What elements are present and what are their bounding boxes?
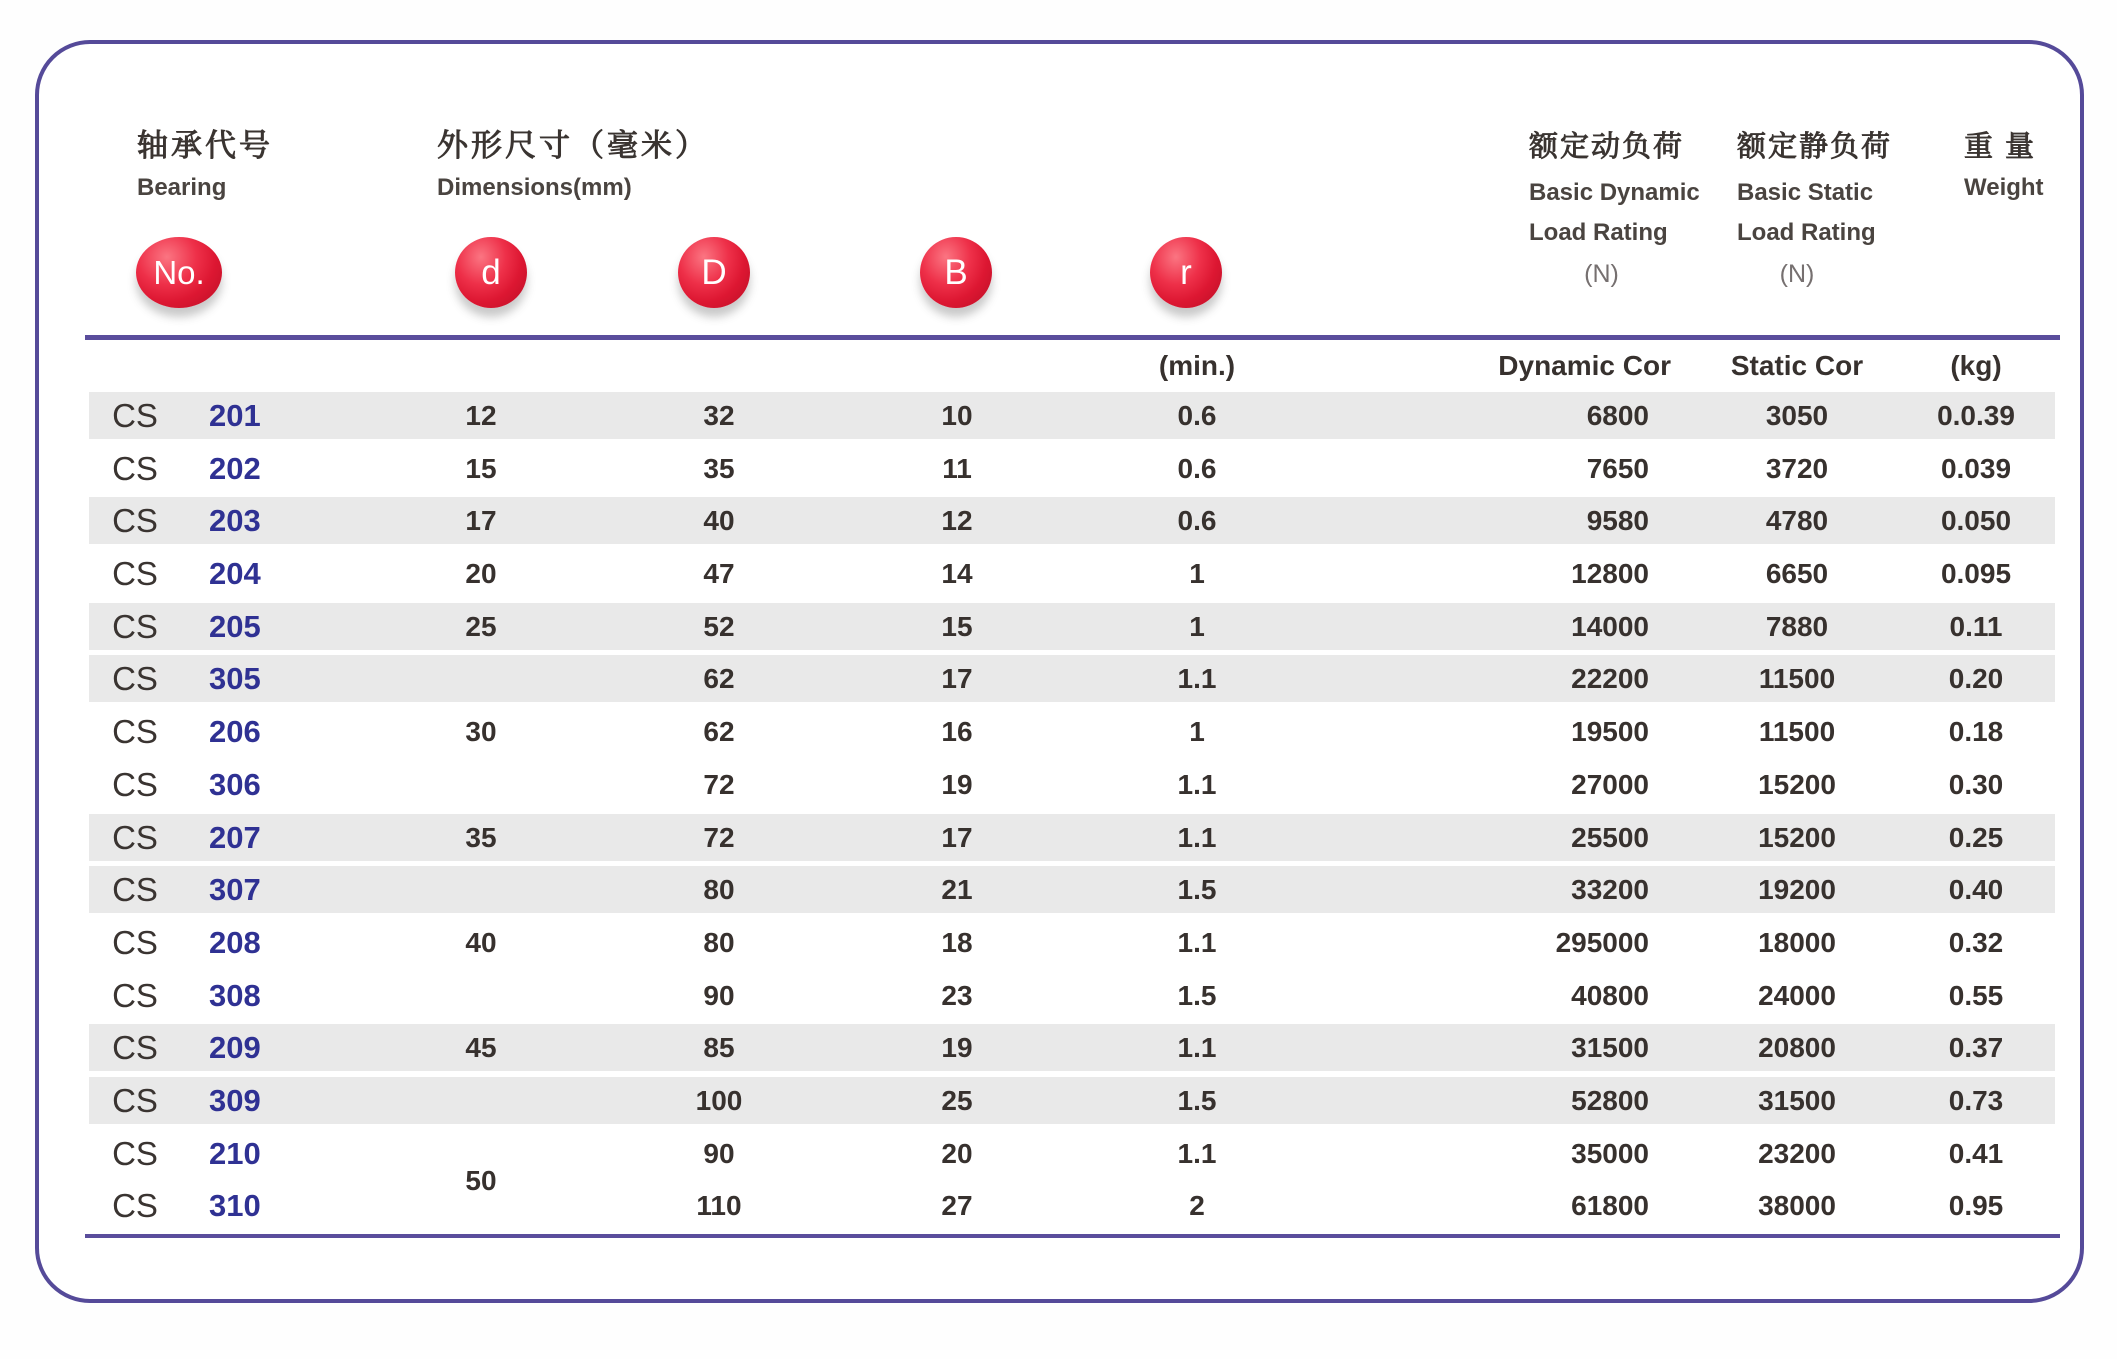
cell-weight: 0.73 — [1948, 1084, 2004, 1116]
cell-D: 90 — [703, 1137, 735, 1169]
header-dimensions-zh: 外形尺寸（毫米） — [437, 128, 709, 163]
column-badge-d: D — [678, 237, 750, 308]
cell-r-min: 0.6 — [1177, 400, 1217, 431]
cell-B: 16 — [941, 716, 973, 748]
cell-d: 15 — [465, 452, 497, 484]
cell-weight: 0.050 — [1940, 505, 2012, 537]
cell-bearing-no: 209 — [209, 1030, 261, 1066]
cell-d: 30 — [465, 716, 497, 748]
table-row — [89, 972, 2055, 1019]
cell-weight: 0.0.39 — [1937, 400, 2015, 431]
cell-prefix: CS — [112, 449, 158, 487]
cell-r-min: 1.1 — [1177, 1032, 1217, 1064]
cell-prefix: CS — [112, 397, 158, 434]
cell-D: 90 — [703, 979, 735, 1011]
cell-static-cor: 3720 — [1765, 452, 1829, 484]
cell-r-min: 1.5 — [1177, 979, 1217, 1011]
header-weight-en: Weight — [1964, 174, 2044, 201]
cell-dynamic-cor: 52800 — [1571, 1084, 1649, 1116]
column-badge-d: d — [455, 237, 527, 308]
table-row — [89, 603, 2055, 650]
top-rule — [85, 335, 2060, 340]
cell-B: 19 — [941, 1032, 973, 1064]
cell-prefix: CS — [112, 923, 158, 961]
cell-r-min: 1.1 — [1177, 768, 1217, 800]
cell-r-min: 0.6 — [1177, 452, 1217, 484]
cell-B: 12 — [941, 505, 973, 537]
cell-weight: 0.095 — [1940, 558, 2012, 590]
table-row — [89, 1130, 2055, 1196]
cell-prefix: CS — [112, 555, 158, 593]
cell-static-cor: 19200 — [1758, 874, 1836, 906]
cell-static-cor: 15200 — [1758, 821, 1836, 853]
header-dynamic-load — [1529, 124, 1700, 289]
cell-bearing-no: 307 — [209, 872, 261, 908]
cell-bearing-no: 203 — [209, 503, 261, 539]
cell-r-min: 1 — [1189, 610, 1205, 642]
cell-dynamic-cor: 12800 — [1571, 558, 1649, 590]
cell-weight: 0.11 — [1949, 610, 2003, 642]
table-row — [89, 392, 2055, 439]
cell-d: 45 — [465, 1032, 497, 1064]
cell-d: 20 — [465, 558, 497, 590]
cell-dynamic-cor: 31500 — [1571, 1032, 1649, 1064]
cell-dynamic-cor: 35000 — [1571, 1137, 1649, 1169]
cell-dynamic-cor: 40800 — [1571, 979, 1649, 1011]
cell-d: 25 — [465, 610, 497, 642]
header-bearing-en: Bearing — [137, 174, 227, 201]
cell-static-cor: 20800 — [1758, 1032, 1836, 1064]
column-badge-no: No. — [136, 237, 222, 308]
cell-prefix: CS — [112, 765, 158, 803]
cell-prefix: CS — [112, 607, 158, 645]
table-row — [89, 866, 2055, 913]
cell-D: 62 — [703, 716, 735, 748]
cell-weight: 0.20 — [1948, 663, 2004, 695]
cell-dynamic-cor: 25500 — [1571, 821, 1649, 853]
cell-bearing-no: 201 — [209, 398, 261, 433]
cell-B: 10 — [941, 400, 973, 431]
subheader-kg: (kg) — [1950, 350, 2002, 381]
cell-weight: 0.30 — [1948, 768, 2004, 800]
cell-D: 110 — [696, 1190, 742, 1222]
cell-B: 17 — [941, 821, 973, 853]
header-static-unit: (N) — [1779, 260, 1815, 288]
cell-r-min: 1.1 — [1177, 1137, 1217, 1169]
header-dimensions — [437, 120, 709, 202]
header-dynamic-en2: Load Rating — [1529, 219, 1668, 246]
cell-d: 40 — [465, 926, 497, 958]
table-row — [89, 761, 2055, 808]
cell-weight: 0.37 — [1948, 1032, 2004, 1064]
cell-D: 62 — [703, 663, 735, 695]
cell-bearing-no: 204 — [209, 556, 261, 592]
cell-r-min: 1.5 — [1177, 1084, 1217, 1116]
cell-D: 80 — [703, 874, 735, 906]
header-dimensions-en: Dimensions(mm) — [437, 174, 632, 201]
header-static-en1: Basic Static — [1737, 179, 1874, 206]
cell-weight: 0.95 — [1948, 1190, 2004, 1222]
header-dynamic-en1: Basic Dynamic — [1529, 179, 1700, 206]
cell-B: 19 — [941, 768, 973, 800]
cell-static-cor: 31500 — [1758, 1084, 1836, 1116]
cell-D: 80 — [703, 926, 735, 958]
cell-dynamic-cor: 295000 — [1555, 926, 1649, 958]
cell-static-cor: 24000 — [1758, 979, 1836, 1011]
cell-prefix: CS — [112, 1134, 158, 1172]
cell-dynamic-cor: 61800 — [1571, 1190, 1649, 1222]
header-bearing — [137, 120, 273, 202]
cell-static-cor: 11500 — [1758, 716, 1836, 748]
cell-D: 35 — [703, 452, 735, 484]
cell-weight: 0.40 — [1948, 874, 2004, 906]
cell-B: 25 — [941, 1084, 973, 1116]
cell-D: 72 — [703, 821, 735, 853]
cell-bearing-no: 305 — [209, 661, 261, 697]
cell-d: 12 — [465, 400, 497, 431]
table-rows — [89, 392, 2055, 1229]
cell-d: 50 — [465, 1164, 497, 1196]
table-row — [89, 655, 2055, 702]
cell-B: 18 — [941, 926, 973, 958]
cell-r-min: 1.1 — [1177, 821, 1217, 853]
cell-static-cor: 38000 — [1758, 1190, 1836, 1222]
cell-D: 100 — [695, 1084, 743, 1116]
header-static-load — [1737, 124, 1892, 289]
cell-prefix: CS — [112, 502, 158, 540]
cell-r-min: 0.6 — [1177, 505, 1217, 537]
cell-static-cor: 7880 — [1765, 610, 1829, 642]
header-weight — [1964, 124, 2044, 202]
cell-d: 17 — [465, 505, 497, 537]
column-badge-r: r — [1150, 237, 1222, 308]
cell-d: 35 — [465, 821, 497, 853]
cell-B: 23 — [941, 979, 973, 1011]
cell-static-cor: 18000 — [1758, 926, 1836, 958]
cell-dynamic-cor: 22200 — [1571, 663, 1649, 695]
header-static-zh: 额定静负荷 — [1737, 131, 1893, 163]
table-row — [89, 550, 2055, 597]
cell-B: 15 — [941, 610, 973, 642]
header-dynamic-unit: (N) — [1584, 260, 1619, 288]
cell-B: 20 — [941, 1137, 973, 1169]
cell-dynamic-cor: 14000 — [1571, 610, 1649, 642]
cell-r-min: 1.5 — [1177, 874, 1217, 906]
bearing-table — [89, 346, 2055, 1235]
cell-dynamic-cor: 7650 — [1586, 452, 1649, 484]
cell-r-min: 1 — [1189, 558, 1205, 590]
cell-prefix: CS — [112, 976, 158, 1014]
cell-weight: 0.55 — [1948, 979, 2004, 1011]
cell-bearing-no: 206 — [209, 714, 261, 750]
table-row — [89, 1024, 2055, 1071]
header-weight-zh: 重 量 — [1964, 131, 2037, 163]
header-static-en2: Load Rating — [1737, 219, 1876, 246]
header-bearing-zh: 轴承代号 — [137, 128, 273, 163]
cell-prefix: CS — [112, 1081, 158, 1119]
cell-bearing-no: 309 — [209, 1082, 261, 1118]
cell-bearing-no: 310 — [209, 1188, 261, 1224]
cell-dynamic-cor: 19500 — [1571, 716, 1649, 748]
cell-D: 72 — [703, 768, 735, 800]
cell-prefix: CS — [112, 871, 158, 909]
cell-weight: 0.32 — [1948, 926, 2004, 958]
cell-weight: 0.41 — [1948, 1137, 2004, 1169]
cell-dynamic-cor: 9580 — [1586, 505, 1649, 537]
cell-static-cor: 4780 — [1765, 505, 1829, 537]
cell-r-min: 1 — [1189, 716, 1205, 748]
cell-weight: 0.039 — [1940, 452, 2012, 484]
cell-static-cor: 3050 — [1765, 400, 1829, 431]
column-badge-b: B — [920, 237, 992, 308]
cell-D: 47 — [703, 558, 735, 590]
cell-B: 14 — [941, 558, 973, 590]
subheader-static-cor: Static Cor — [1730, 350, 1864, 381]
cell-D: 40 — [703, 505, 735, 537]
cell-bearing-no: 208 — [209, 924, 261, 960]
cell-bearing-no: 210 — [209, 1135, 261, 1171]
cell-bearing-no: 207 — [209, 819, 261, 855]
cell-prefix: CS — [112, 660, 158, 698]
cell-B: 27 — [941, 1190, 973, 1222]
table-row — [89, 919, 2055, 966]
cell-prefix: CS — [112, 818, 158, 856]
cell-static-cor: 11500 — [1758, 663, 1836, 695]
cell-weight: 0.18 — [1948, 716, 2004, 748]
table-subheader — [89, 346, 2055, 386]
cell-static-cor: 15200 — [1758, 768, 1836, 800]
cell-bearing-no: 306 — [209, 766, 261, 802]
cell-B: 11 — [942, 452, 972, 484]
subheader-r-min: (min.) — [1158, 350, 1236, 381]
cell-dynamic-cor: 6800 — [1586, 400, 1649, 431]
cell-weight: 0.25 — [1948, 821, 2004, 853]
cell-B: 21 — [941, 874, 973, 906]
cell-B: 17 — [941, 663, 973, 695]
cell-D: 32 — [703, 400, 735, 431]
header-dynamic-zh: 额定动负荷 — [1529, 131, 1685, 163]
cell-r-min: 1.1 — [1177, 926, 1217, 958]
cell-dynamic-cor: 33200 — [1571, 874, 1649, 906]
cell-prefix: CS — [112, 1187, 158, 1225]
table-row — [89, 814, 2055, 861]
table-row — [89, 445, 2055, 492]
cell-bearing-no: 308 — [209, 977, 261, 1013]
cell-D: 52 — [703, 610, 735, 642]
cell-bearing-no: 202 — [209, 450, 261, 486]
subheader-dynamic-cor: Dynamic Cor — [1498, 350, 1671, 381]
table-row — [89, 708, 2055, 755]
cell-dynamic-cor: 27000 — [1571, 768, 1649, 800]
cell-prefix: CS — [112, 713, 158, 751]
table-row — [89, 1077, 2055, 1124]
cell-r-min: 2 — [1189, 1190, 1205, 1222]
cell-static-cor: 23200 — [1758, 1137, 1836, 1169]
cell-static-cor: 6650 — [1765, 558, 1829, 590]
table-row — [89, 497, 2055, 544]
cell-D: 85 — [703, 1032, 735, 1064]
cell-prefix: CS — [112, 1029, 158, 1067]
cell-r-min: 1.1 — [1177, 663, 1217, 695]
cell-bearing-no: 205 — [209, 608, 261, 644]
